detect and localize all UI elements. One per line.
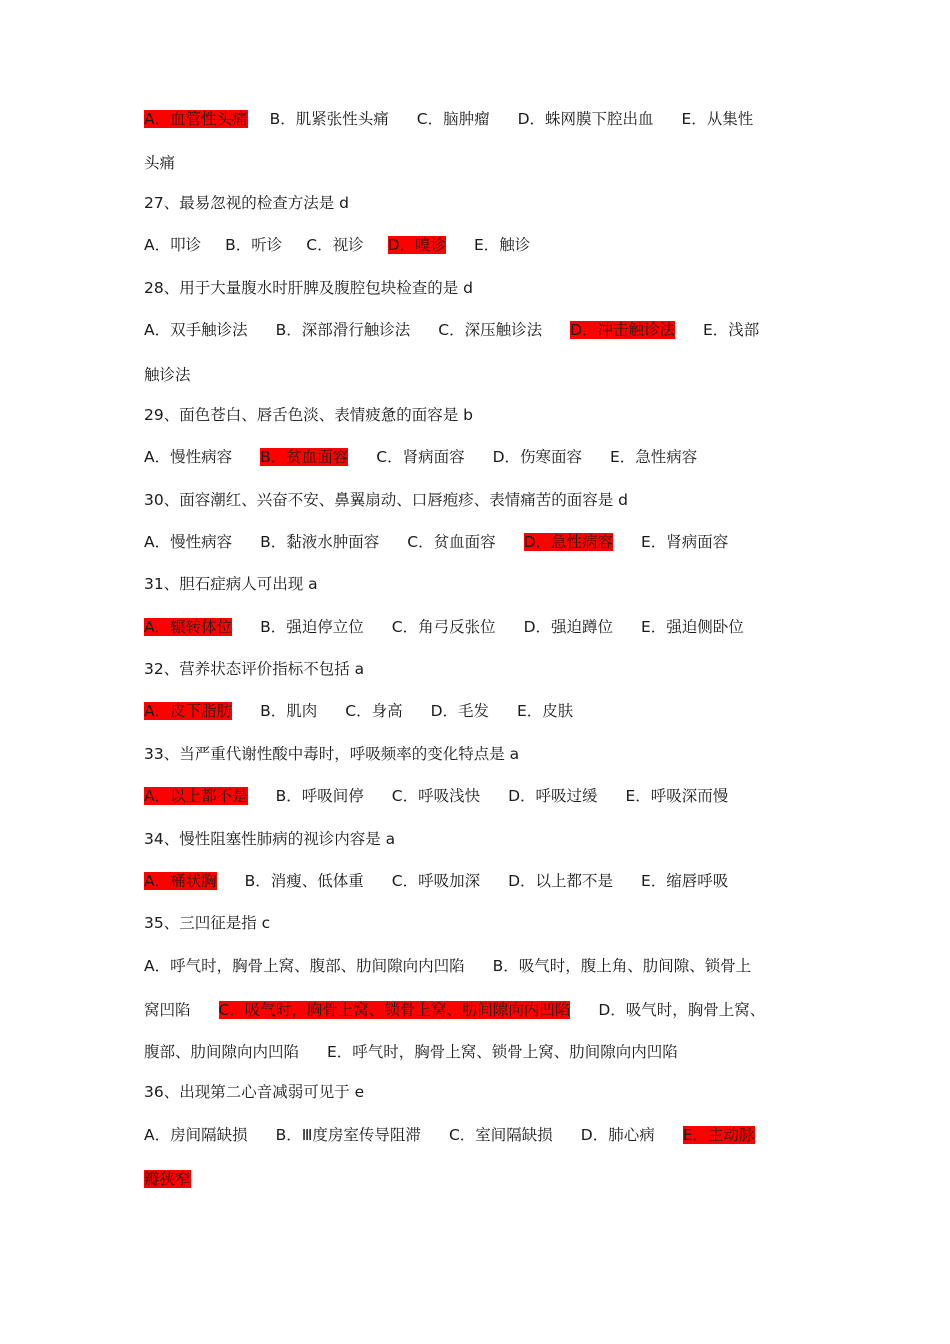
text-segment: C．呼吸浅快 — [391, 787, 481, 805]
text-line — [144, 573, 830, 595]
text-segment: E．皮肤 — [517, 702, 574, 720]
highlighted-answer: C．吸气时，胸骨上窝、锁骨上窝、肋间隙向内凹陷 — [218, 1001, 571, 1019]
text-segment: 33、当严重代谢性酸中毒时，呼吸频率的变化特点是 a — [144, 745, 520, 763]
text-segment: C．室间隔缺损 — [448, 1126, 553, 1144]
text-segment: C．角弓反张位 — [391, 618, 496, 636]
text-segment: D．毛发 — [430, 702, 490, 720]
text-segment: 触诊法 — [144, 366, 191, 384]
highlighted-answer: E．主动脉 — [682, 1126, 755, 1144]
text-segment: B．吸气时，腹上角、肋间隙、锁骨上 — [492, 957, 752, 975]
text-segment: E．从集性 — [681, 110, 754, 128]
highlighted-answer: D．急性病容 — [523, 533, 614, 551]
text-segment: E．缩唇呼吸 — [641, 872, 729, 890]
text-segment: D．肺心病 — [580, 1126, 655, 1144]
text-line — [144, 404, 830, 426]
highlighted-answer: A．以上都不是 — [144, 787, 248, 805]
text-segment: E．呼吸深而慢 — [625, 787, 729, 805]
text-line — [144, 1041, 830, 1063]
text-line — [144, 955, 830, 977]
text-segment: A．叩诊 — [144, 236, 202, 254]
text-segment: D．强迫蹲位 — [523, 618, 614, 636]
text-segment: A．房间隔缺损 — [144, 1126, 248, 1144]
text-line — [144, 364, 830, 386]
text-line — [144, 999, 830, 1021]
text-segment: C．身高 — [345, 702, 403, 720]
text-segment: A．双手触诊法 — [144, 321, 248, 339]
text-segment: 29、面色苍白、唇舌色淡、表情疲惫的面容是 b — [144, 406, 473, 424]
text-segment: B．黏液水肿面容 — [260, 533, 380, 551]
text-segment: 窝凹陷 — [144, 1001, 191, 1019]
text-segment: E．肾病面容 — [641, 533, 729, 551]
text-segment: 30、面容潮红、兴奋不安、鼻翼扇动、口唇疱疹、表情痛苦的面容是 d — [144, 491, 628, 509]
text-segment: C．呼吸加深 — [391, 872, 481, 890]
text-segment: 27、最易忽视的检查方法是 d — [144, 194, 349, 212]
text-segment: 28、用于大量腹水时肝脾及腹腔包块检查的是 d — [144, 279, 473, 297]
highlighted-answer: A．血管性头痛 — [144, 110, 248, 128]
text-segment: C．视诊 — [306, 236, 364, 254]
text-line — [144, 319, 830, 341]
text-line — [144, 234, 830, 256]
highlighted-answer: D．嗅诊 — [387, 236, 447, 254]
text-line — [144, 531, 830, 553]
text-segment: 头痛 — [144, 154, 176, 172]
text-line — [144, 658, 830, 680]
text-segment: A．呼气时，胸骨上窝、腹部、肋间隙向内凹陷 — [144, 957, 465, 975]
text-line — [144, 152, 830, 174]
text-line — [144, 912, 830, 934]
text-line — [144, 277, 830, 299]
text-line — [144, 489, 830, 511]
text-segment: B．听诊 — [225, 236, 283, 254]
text-segment: C．深压触诊法 — [438, 321, 543, 339]
text-segment: B．肌紧张性头痛 — [269, 110, 389, 128]
text-segment: A．慢性病容 — [144, 533, 233, 551]
text-segment: B．肌肉 — [260, 702, 318, 720]
text-segment: B．呼吸间停 — [275, 787, 364, 805]
text-segment: E．强迫侧卧位 — [641, 618, 744, 636]
highlighted-answer: A．桶状胸 — [144, 872, 217, 890]
text-line — [144, 1124, 830, 1146]
highlighted-answer: A．皮下脂肪 — [144, 702, 233, 720]
text-segment: 36、出现第二心音减弱可见于 e — [144, 1083, 365, 1101]
text-segment: E．触诊 — [474, 236, 531, 254]
highlighted-answer: 瓣狭窄 — [144, 1170, 191, 1188]
text-line — [144, 108, 830, 130]
text-segment: E．浅部 — [703, 321, 760, 339]
text-segment: 31、胆石症病人可出现 a — [144, 575, 318, 593]
text-segment: D．伤寒面容 — [492, 448, 583, 466]
text-segment: B．强迫停立位 — [260, 618, 364, 636]
text-segment: E．急性病容 — [610, 448, 698, 466]
text-segment: 32、营养状态评价指标不包括 a — [144, 660, 365, 678]
text-line — [144, 743, 830, 765]
text-segment: D．蛛网膜下腔出血 — [517, 110, 654, 128]
text-line — [144, 870, 830, 892]
text-line — [144, 785, 830, 807]
text-segment: C．肾病面容 — [376, 448, 465, 466]
text-segment: C．脑肿瘤 — [416, 110, 490, 128]
text-segment: 腹部、肋间隙向内凹陷 — [144, 1043, 300, 1061]
text-line — [144, 1168, 830, 1190]
text-segment: B．消瘦、低体重 — [244, 872, 364, 890]
text-line — [144, 700, 830, 722]
text-segment: D．以上都不是 — [508, 872, 614, 890]
text-segment: 35、三凹征是指 c — [144, 914, 271, 932]
text-line — [144, 828, 830, 850]
text-segment: B．Ⅲ度房室传导阻滞 — [275, 1126, 421, 1144]
text-segment: A．慢性病容 — [144, 448, 233, 466]
text-segment: B．深部滑行触诊法 — [275, 321, 411, 339]
highlighted-answer: A．辗转体位 — [144, 618, 233, 636]
text-line — [144, 446, 830, 468]
text-line — [144, 616, 830, 638]
text-line — [144, 1081, 830, 1103]
text-segment: E．呼气时，胸骨上窝、锁骨上窝、肋间隙向内凹陷 — [327, 1043, 678, 1061]
text-segment: C．贫血面容 — [407, 533, 496, 551]
text-segment: D．吸气时，胸骨上窝、 — [598, 1001, 766, 1019]
text-line — [144, 192, 830, 214]
text-segment: D．呼吸过缓 — [508, 787, 598, 805]
text-segment: 34、慢性阻塞性肺病的视诊内容是 a — [144, 830, 396, 848]
highlighted-answer: D．冲击触诊法 — [570, 321, 676, 339]
highlighted-answer: B．贫血面容 — [260, 448, 349, 466]
